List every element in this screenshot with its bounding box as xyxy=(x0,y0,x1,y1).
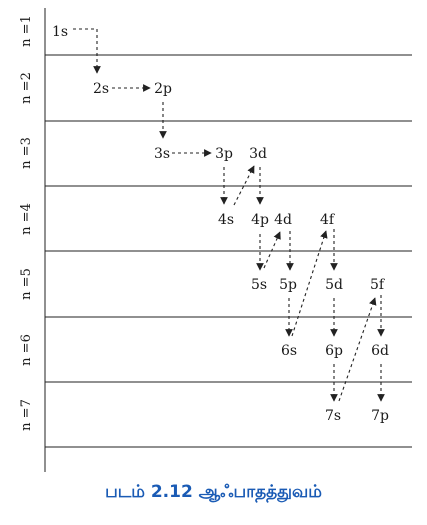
level-label: n =5 xyxy=(19,268,34,300)
figure-caption: படம் 2.12 ஆஃபாதத்துவம் xyxy=(105,482,322,502)
fill-arrow-7s-to-5f xyxy=(339,298,375,401)
orbital-label-7s: 7s xyxy=(324,408,342,424)
orbital-label-4s: 4s xyxy=(217,212,235,228)
level-label: n =4 xyxy=(19,203,34,235)
orbital-label-2p: 2p xyxy=(154,81,172,97)
orbital-label-5f: 5f xyxy=(369,277,385,293)
orbital-label-4d: 4d xyxy=(274,212,292,228)
level-label: n =2 xyxy=(19,72,34,104)
level-label: n =1 xyxy=(19,15,34,47)
orbital-label-5p: 5p xyxy=(279,277,297,293)
orbital-label-6s: 6s xyxy=(280,343,298,359)
level-label: n =7 xyxy=(19,399,34,431)
level-labels xyxy=(19,15,34,431)
level-label: n =3 xyxy=(19,137,34,169)
fill-arrow-1s-to-2s xyxy=(73,29,97,73)
orbital-label-3s: 3s xyxy=(153,146,171,162)
orbital-label-6d: 6d xyxy=(371,343,389,359)
level-label: n =6 xyxy=(19,334,34,366)
orbital-label-5s: 5s xyxy=(250,277,268,293)
orbital-label-5d: 5d xyxy=(325,277,343,293)
fill-arrow-6s-to-4f xyxy=(292,231,326,336)
orbital-label-6p: 6p xyxy=(325,343,343,359)
orbital-label-3d: 3d xyxy=(249,146,267,162)
orbital-label-4p: 4p xyxy=(251,212,269,228)
orbital-label-2s: 2s xyxy=(92,81,110,97)
level-separators xyxy=(45,55,412,447)
orbital-label-1s: 1s xyxy=(51,24,69,40)
orbital-label-3p: 3p xyxy=(215,146,233,162)
orbital-labels xyxy=(52,24,389,424)
fill-arrow-5s-to-4d xyxy=(264,232,280,268)
orbital-label-7p: 7p xyxy=(371,408,389,424)
orbital-label-4f: 4f xyxy=(319,212,335,228)
